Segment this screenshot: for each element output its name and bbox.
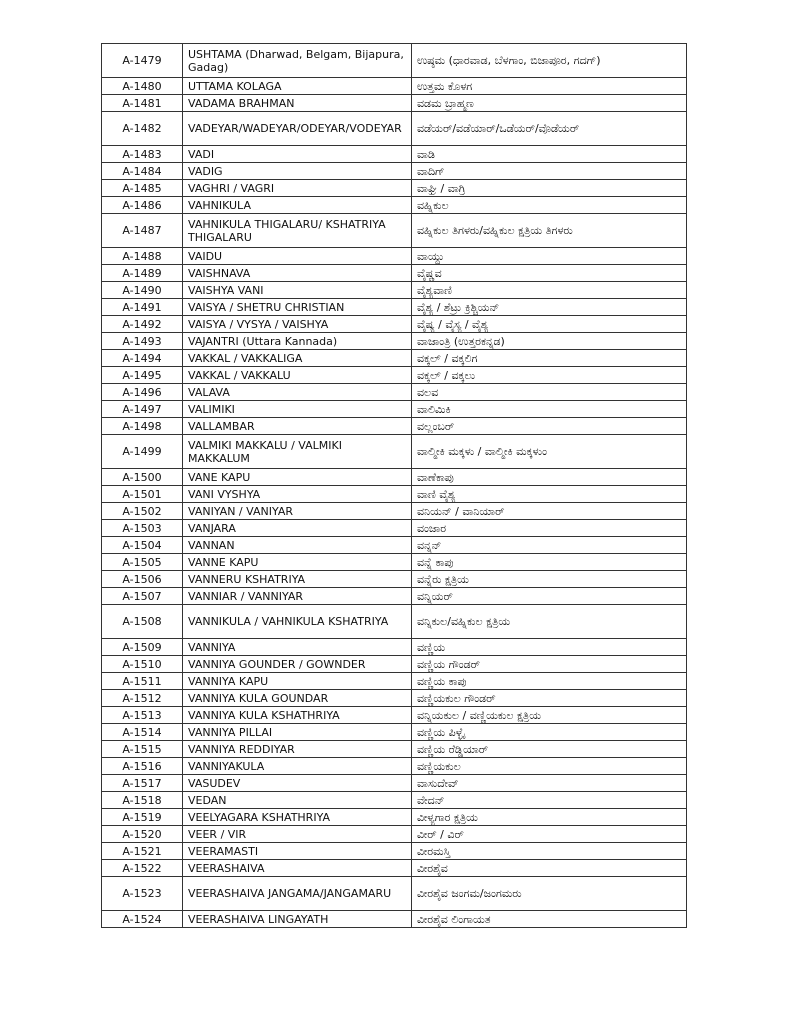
english-name-cell: VANJARA bbox=[183, 520, 412, 537]
table-row bbox=[102, 554, 687, 571]
code-cell: A-1523 bbox=[102, 877, 183, 911]
kannada-name-cell: ವಾಡಿ bbox=[412, 146, 687, 163]
table-row bbox=[102, 469, 687, 486]
code-cell: A-1496 bbox=[102, 384, 183, 401]
kannada-name-cell: ವೇದನ್ bbox=[412, 792, 687, 809]
english-name-cell: VANNE KAPU bbox=[183, 554, 412, 571]
table-row bbox=[102, 401, 687, 418]
table-row bbox=[102, 520, 687, 537]
table-row bbox=[102, 911, 687, 928]
kannada-name-cell: ವಡೆಯರ್/ವಡೆಯಾರ್/ಒಡೆಯರ್/ವೊಡೆಯರ್ bbox=[412, 112, 687, 146]
table-row bbox=[102, 163, 687, 180]
kannada-name-cell: ವೀರಶೈವ ಲಿಂಗಾಯತ bbox=[412, 911, 687, 928]
english-name-cell: VAISHYA VANI bbox=[183, 282, 412, 299]
english-name-cell: VALLAMBAR bbox=[183, 418, 412, 435]
code-cell: A-1509 bbox=[102, 639, 183, 656]
table-row bbox=[102, 775, 687, 792]
kannada-name-cell: ವೀಳ್ಯಗಾರ ಕ್ಷತ್ರಿಯ bbox=[412, 809, 687, 826]
kannada-name-cell: ವಾಲಿಮಿಕಿ bbox=[412, 401, 687, 418]
table-row bbox=[102, 367, 687, 384]
kannada-name-cell: ವಣ್ಣಿಯ ಗೌಂಡರ್ bbox=[412, 656, 687, 673]
kannada-name-cell: ವಣ್ಣಿಯ bbox=[412, 639, 687, 656]
kannada-name-cell: ವನ್ನಿಯಕುಲ / ವಣ್ಣಿಯಕುಲ ಕ್ಷತ್ರಿಯ bbox=[412, 707, 687, 724]
code-cell: A-1487 bbox=[102, 214, 183, 248]
english-name-cell: VASUDEV bbox=[183, 775, 412, 792]
table-row bbox=[102, 486, 687, 503]
english-name-cell: VALAVA bbox=[183, 384, 412, 401]
table-row bbox=[102, 197, 687, 214]
table-row bbox=[102, 44, 687, 78]
code-cell: A-1499 bbox=[102, 435, 183, 469]
table-row bbox=[102, 741, 687, 758]
code-cell: A-1507 bbox=[102, 588, 183, 605]
kannada-name-cell: ವಾಸುದೇವ್ bbox=[412, 775, 687, 792]
english-name-cell: VADAMA BRAHMAN bbox=[183, 95, 412, 112]
kannada-name-cell: ವಹ್ನಿಕುಲ bbox=[412, 197, 687, 214]
table-row bbox=[102, 112, 687, 146]
code-cell: A-1485 bbox=[102, 180, 183, 197]
kannada-name-cell: ವನ್ನನ್ bbox=[412, 537, 687, 554]
table-row bbox=[102, 758, 687, 775]
table-row bbox=[102, 571, 687, 588]
table-row bbox=[102, 435, 687, 469]
table-row bbox=[102, 690, 687, 707]
table-row bbox=[102, 78, 687, 95]
english-name-cell: VANNIYA KAPU bbox=[183, 673, 412, 690]
code-cell: A-1514 bbox=[102, 724, 183, 741]
table-row bbox=[102, 877, 687, 911]
kannada-name-cell: ವಣ್ಣಿಯ ರೆಡ್ಡಿಯಾರ್ bbox=[412, 741, 687, 758]
code-cell: A-1503 bbox=[102, 520, 183, 537]
english-name-cell: UTTAMA KOLAGA bbox=[183, 78, 412, 95]
english-name-cell: VANNIAR / VANNIYAR bbox=[183, 588, 412, 605]
code-cell: A-1479 bbox=[102, 44, 183, 78]
table-row bbox=[102, 588, 687, 605]
caste-table-body bbox=[102, 44, 687, 928]
english-name-cell: VANNIYA KULA KSHATHRIYA bbox=[183, 707, 412, 724]
code-cell: A-1518 bbox=[102, 792, 183, 809]
table-row bbox=[102, 333, 687, 350]
kannada-name-cell: ವಣ್ಣಿಯ ಕಾಪು bbox=[412, 673, 687, 690]
code-cell: A-1513 bbox=[102, 707, 183, 724]
code-cell: A-1508 bbox=[102, 605, 183, 639]
code-cell: A-1480 bbox=[102, 78, 183, 95]
table-row bbox=[102, 418, 687, 435]
code-cell: A-1517 bbox=[102, 775, 183, 792]
kannada-name-cell: ವೈಶ್ಯವಾಣಿ bbox=[412, 282, 687, 299]
kannada-name-cell: ವಾಣೆಕಾಪು bbox=[412, 469, 687, 486]
kannada-name-cell: ವಹ್ನಿಕುಲ ತಿಗಳರು/ವಹ್ನಿಕುಲ ಕ್ಷತ್ರಿಯ ತಿಗಳರು bbox=[412, 214, 687, 248]
code-cell: A-1495 bbox=[102, 367, 183, 384]
table-row bbox=[102, 656, 687, 673]
table-row bbox=[102, 826, 687, 843]
code-cell: A-1506 bbox=[102, 571, 183, 588]
code-cell: A-1497 bbox=[102, 401, 183, 418]
english-name-cell: VAISHNAVA bbox=[183, 265, 412, 282]
kannada-name-cell: ವೈಷ್ಯ / ವೈಸ್ಯ / ವೈಶ್ಯ bbox=[412, 316, 687, 333]
kannada-name-cell: ಉಷ್ಠಮ (ಧಾರವಾಡ, ಬೆಳಗಾಂ, ಬಿಜಾಪೂರ, ಗದಗ್) bbox=[412, 44, 687, 78]
english-name-cell: VAHNIKULA THIGALARU/ KSHATRIYA THIGALARU bbox=[183, 214, 412, 248]
code-cell: A-1502 bbox=[102, 503, 183, 520]
kannada-name-cell: ವಣ್ಣಿಯ ಪಿಳ್ಳೈ bbox=[412, 724, 687, 741]
table-row bbox=[102, 95, 687, 112]
kannada-name-cell: ವಾಲ್ಮೀಕಿ ಮಕ್ಕಳು / ವಾಲ್ಮೀಕಿ ಮಕ್ಕಳುಂ bbox=[412, 435, 687, 469]
table-row bbox=[102, 282, 687, 299]
code-cell: A-1483 bbox=[102, 146, 183, 163]
code-cell: A-1491 bbox=[102, 299, 183, 316]
english-name-cell: VALIMIKI bbox=[183, 401, 412, 418]
kannada-name-cell: ವಾಘ್ರಿ / ವಾಗ್ರಿ bbox=[412, 180, 687, 197]
english-name-cell: VANNIKULA / VAHNIKULA KSHATRIYA bbox=[183, 605, 412, 639]
kannada-name-cell: ವೀರ್ / ವಿರ್ bbox=[412, 826, 687, 843]
code-cell: A-1504 bbox=[102, 537, 183, 554]
kannada-name-cell: ವನ್ನೆ ಕಾಪು bbox=[412, 554, 687, 571]
english-name-cell: VEERASHAIVA bbox=[183, 860, 412, 877]
kannada-name-cell: ವಣ್ಣಿಯಕುಲ bbox=[412, 758, 687, 775]
english-name-cell: VANNIYA KULA GOUNDAR bbox=[183, 690, 412, 707]
kannada-name-cell: ವಲವ bbox=[412, 384, 687, 401]
kannada-name-cell: ವೀರಶೈವ ಜಂಗಮ/ಜಂಗಮರು bbox=[412, 877, 687, 911]
kannada-name-cell: ವನಿಯನ್ / ವಾನಿಯಾರ್ bbox=[412, 503, 687, 520]
kannada-name-cell: ವಾದಿಗ್ bbox=[412, 163, 687, 180]
kannada-name-cell: ವನ್ನೆರು ಕ್ಷತ್ರಿಯ bbox=[412, 571, 687, 588]
table-row bbox=[102, 707, 687, 724]
kannada-name-cell: ವೈಷ್ಣವ bbox=[412, 265, 687, 282]
table-row bbox=[102, 503, 687, 520]
kannada-name-cell: ವಣ್ಣಿಯಕುಲ ಗೌಂಡರ್ bbox=[412, 690, 687, 707]
code-cell: A-1521 bbox=[102, 843, 183, 860]
english-name-cell: VANNERU KSHATRIYA bbox=[183, 571, 412, 588]
code-cell: A-1493 bbox=[102, 333, 183, 350]
english-name-cell: VEERASHAIVA LINGAYATH bbox=[183, 911, 412, 928]
english-name-cell: VANIYAN / VANIYAR bbox=[183, 503, 412, 520]
table-row bbox=[102, 180, 687, 197]
table-row bbox=[102, 860, 687, 877]
kannada-name-cell: ವೀರಮಸ್ತಿ bbox=[412, 843, 687, 860]
code-cell: A-1500 bbox=[102, 469, 183, 486]
kannada-name-cell: ವಾಜಾಂತ್ರಿ (ಉತ್ತರಕನ್ನಡ) bbox=[412, 333, 687, 350]
kannada-name-cell: ವಾಯ್ದು bbox=[412, 248, 687, 265]
code-cell: A-1488 bbox=[102, 248, 183, 265]
caste-table bbox=[101, 43, 687, 928]
english-name-cell: VEDAN bbox=[183, 792, 412, 809]
code-cell: A-1490 bbox=[102, 282, 183, 299]
table-row bbox=[102, 605, 687, 639]
code-cell: A-1481 bbox=[102, 95, 183, 112]
code-cell: A-1501 bbox=[102, 486, 183, 503]
english-name-cell: VEELYAGARA KSHATHRIYA bbox=[183, 809, 412, 826]
kannada-name-cell: ವನ್ನಿಯರ್ bbox=[412, 588, 687, 605]
english-name-cell: VEERASHAIVA JANGAMA/JANGAMARU bbox=[183, 877, 412, 911]
english-name-cell: VAJANTRI (Uttara Kannada) bbox=[183, 333, 412, 350]
english-name-cell: VANNIYAKULA bbox=[183, 758, 412, 775]
table-row bbox=[102, 843, 687, 860]
caste-list-page bbox=[101, 43, 653, 928]
code-cell: A-1486 bbox=[102, 197, 183, 214]
english-name-cell: VAHNIKULA bbox=[183, 197, 412, 214]
english-name-cell: VANE KAPU bbox=[183, 469, 412, 486]
code-cell: A-1489 bbox=[102, 265, 183, 282]
kannada-name-cell: ವನ್ನಿಕುಲ/ವಹ್ನಿಕುಲ ಕ್ಷತ್ರಿಯ bbox=[412, 605, 687, 639]
table-row bbox=[102, 316, 687, 333]
english-name-cell: VAKKAL / VAKKALU bbox=[183, 367, 412, 384]
table-row bbox=[102, 265, 687, 282]
english-name-cell: VALMIKI MAKKALU / VALMIKI MAKKALUM bbox=[183, 435, 412, 469]
english-name-cell: VEER / VIR bbox=[183, 826, 412, 843]
table-row bbox=[102, 384, 687, 401]
table-row bbox=[102, 809, 687, 826]
table-row bbox=[102, 299, 687, 316]
table-row bbox=[102, 248, 687, 265]
english-name-cell: VAKKAL / VAKKALIGA bbox=[183, 350, 412, 367]
english-name-cell: VANNAN bbox=[183, 537, 412, 554]
code-cell: A-1524 bbox=[102, 911, 183, 928]
english-name-cell: VEERAMASTI bbox=[183, 843, 412, 860]
code-cell: A-1522 bbox=[102, 860, 183, 877]
code-cell: A-1482 bbox=[102, 112, 183, 146]
code-cell: A-1520 bbox=[102, 826, 183, 843]
code-cell: A-1512 bbox=[102, 690, 183, 707]
kannada-name-cell: ವೈಶ್ಯ / ಶೆಟ್ರು ಕ್ರಿಶ್ಚಿಯನ್ bbox=[412, 299, 687, 316]
code-cell: A-1492 bbox=[102, 316, 183, 333]
table-row bbox=[102, 350, 687, 367]
english-name-cell: VANNIYA GOUNDER / GOWNDER bbox=[183, 656, 412, 673]
kannada-name-cell: ವಡಮ ಬ್ರಾಹ್ಮಣ bbox=[412, 95, 687, 112]
kannada-name-cell: ವಂಜಾರ bbox=[412, 520, 687, 537]
english-name-cell: VADEYAR/WADEYAR/ODEYAR/VODEYAR bbox=[183, 112, 412, 146]
code-cell: A-1516 bbox=[102, 758, 183, 775]
english-name-cell: VANNIYA PILLAI bbox=[183, 724, 412, 741]
table-row bbox=[102, 214, 687, 248]
code-cell: A-1494 bbox=[102, 350, 183, 367]
table-row bbox=[102, 537, 687, 554]
code-cell: A-1505 bbox=[102, 554, 183, 571]
code-cell: A-1519 bbox=[102, 809, 183, 826]
kannada-name-cell: ಉತ್ತಮ ಕೊಳಗ bbox=[412, 78, 687, 95]
code-cell: A-1511 bbox=[102, 673, 183, 690]
table-row bbox=[102, 146, 687, 163]
table-row bbox=[102, 724, 687, 741]
kannada-name-cell: ವೀರಶೈವ bbox=[412, 860, 687, 877]
code-cell: A-1498 bbox=[102, 418, 183, 435]
english-name-cell: VANNIYA REDDIYAR bbox=[183, 741, 412, 758]
english-name-cell: VAISYA / SHETRU CHRISTIAN bbox=[183, 299, 412, 316]
code-cell: A-1510 bbox=[102, 656, 183, 673]
english-name-cell: USHTAMA (Dharwad, Belgam, Bijapura, Gadag) bbox=[183, 44, 412, 78]
kannada-name-cell: ವಲ್ಲಂಬರ್ bbox=[412, 418, 687, 435]
english-name-cell: VAGHRI / VAGRI bbox=[183, 180, 412, 197]
table-row bbox=[102, 673, 687, 690]
english-name-cell: VANNIYA bbox=[183, 639, 412, 656]
english-name-cell: VADI bbox=[183, 146, 412, 163]
english-name-cell: VANI VYSHYA bbox=[183, 486, 412, 503]
table-row bbox=[102, 792, 687, 809]
kannada-name-cell: ವಕ್ಕಲ್ / ವಕ್ಕಲಿಗ bbox=[412, 350, 687, 367]
code-cell: A-1515 bbox=[102, 741, 183, 758]
table-row bbox=[102, 639, 687, 656]
code-cell: A-1484 bbox=[102, 163, 183, 180]
english-name-cell: VAIDU bbox=[183, 248, 412, 265]
kannada-name-cell: ವಕ್ಕಲ್ / ವಕ್ಕಲು bbox=[412, 367, 687, 384]
kannada-name-cell: ವಾಣಿ ವೈಶ್ಯ bbox=[412, 486, 687, 503]
english-name-cell: VAISYA / VYSYA / VAISHYA bbox=[183, 316, 412, 333]
english-name-cell: VADIG bbox=[183, 163, 412, 180]
